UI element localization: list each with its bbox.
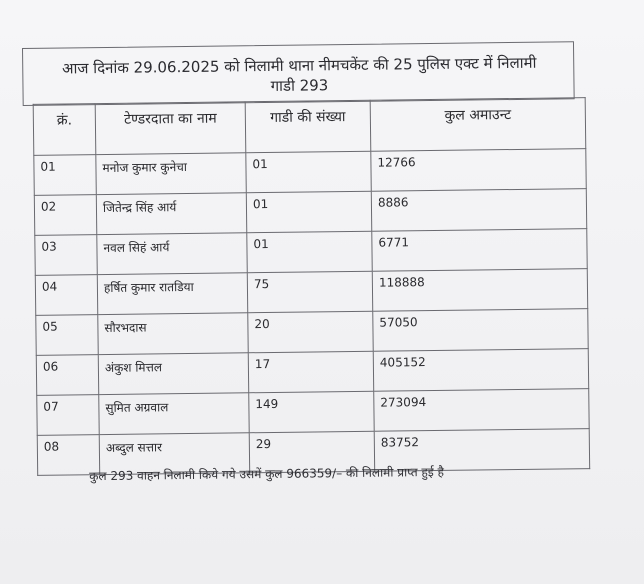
- cell-serial: 01: [34, 155, 96, 196]
- cell-vehicle-count: 29: [249, 431, 374, 473]
- cell-bidder-name: हर्षित कुमार रातडिया: [97, 273, 247, 315]
- cell-serial: 08: [37, 435, 99, 476]
- table-header-row: [33, 98, 586, 156]
- title-line-1: आज दिनांक 29.06.2025 को निलामी थाना नीमचकेंट की 25 पुलिस एक्ट में निलामी: [61, 53, 537, 78]
- cell-vehicle-count: 01: [247, 231, 372, 273]
- cell-vehicle-count: 75: [247, 271, 372, 313]
- header-serial: क्रं.: [33, 104, 96, 156]
- cell-vehicle-count: 01: [246, 151, 371, 193]
- cell-bidder-name: नवल सिहं आर्य: [97, 233, 247, 275]
- cell-total-amount: 273094: [374, 389, 589, 432]
- header-total-amount: कुल अमाउन्ट: [370, 98, 586, 152]
- cell-total-amount: 6771: [372, 229, 587, 272]
- cell-total-amount: 83752: [374, 429, 589, 472]
- table-row: [35, 269, 587, 316]
- header-vehicle-count: गाडी की संख्या: [245, 100, 371, 153]
- table-row: [36, 309, 588, 356]
- cell-vehicle-count: 20: [248, 311, 373, 353]
- cell-serial: 07: [37, 395, 99, 436]
- cell-bidder-name: सुमित अग्रवाल: [99, 393, 249, 435]
- cell-vehicle-count: 01: [246, 191, 371, 233]
- cell-total-amount: 118888: [372, 269, 587, 312]
- cell-serial: 04: [35, 275, 97, 316]
- summary-footer: कुल 293 वाहन निलामी किये गये उसमें कुल 966359/– की निलामी प्राप्त हुई है: [89, 464, 445, 484]
- header-bidder-name: टेण्डरदाता का नाम: [95, 102, 246, 155]
- cell-bidder-name: सौरभदास: [98, 313, 248, 355]
- cell-serial: 05: [36, 315, 98, 356]
- cell-total-amount: 405152: [373, 349, 588, 392]
- auction-document: [22, 41, 583, 484]
- table-row: [34, 149, 586, 196]
- cell-total-amount: 12766: [371, 149, 586, 192]
- document-title: [29, 52, 569, 99]
- cell-bidder-name: जितेन्द्र सिंह आर्य: [96, 193, 246, 235]
- table-row: [37, 389, 589, 436]
- title-line-2: गाडी 293: [270, 76, 329, 95]
- cell-bidder-name: मनोज कुमार कुनेचा: [96, 153, 246, 195]
- cell-bidder-name: अब्दुल सत्तार: [99, 433, 249, 475]
- cell-serial: 03: [35, 235, 97, 276]
- cell-total-amount: 57050: [373, 309, 588, 352]
- auction-table: [33, 97, 591, 476]
- cell-serial: 02: [34, 195, 96, 236]
- cell-vehicle-count: 17: [248, 351, 373, 393]
- cell-bidder-name: अंकुश मित्तल: [98, 353, 248, 395]
- cell-serial: 06: [36, 355, 98, 396]
- table-row: [35, 229, 587, 276]
- table-row: [34, 189, 586, 236]
- cell-total-amount: 8886: [371, 189, 586, 232]
- title-box: [22, 41, 575, 106]
- table-row: [36, 349, 588, 396]
- cell-vehicle-count: 149: [249, 391, 374, 433]
